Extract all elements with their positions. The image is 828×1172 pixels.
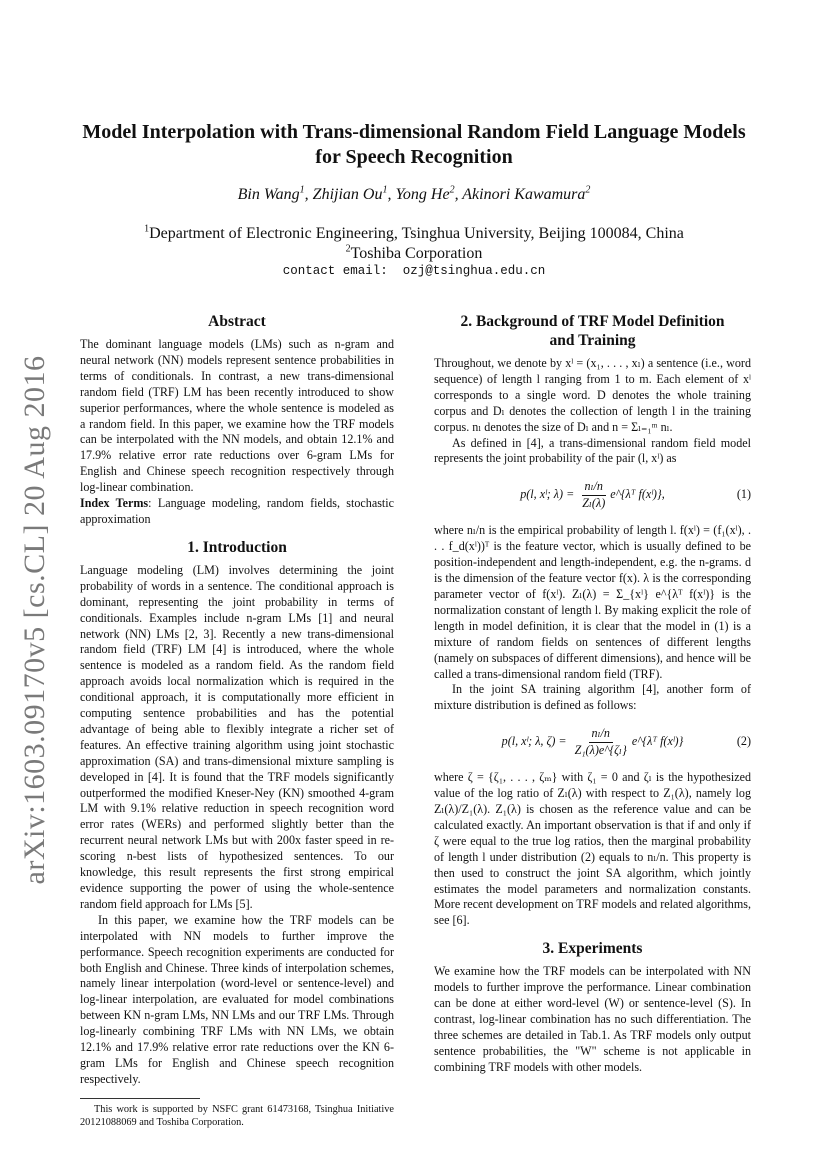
email-label: contact email: [282, 264, 388, 278]
arxiv-stamp [20, 330, 50, 910]
author-list: Bin Wang$^1$, Zhijian Ou$^1$, Yong He$^2$, Akinori Kawamura$^2$ [237, 184, 591, 203]
left-column [80, 312, 394, 1129]
background-paragraph-1: Throughout, we denote by xˡ = (x₁, . . . , xₗ) a sentence (i.e., word sequence) of length l ranging from 1 to m. Each element of xˡ corresponds to a single word. D denotes the whole training corpus and Dₗ denotes the collection of length l in the training corpus. nₗ denotes the size of Dₗ and n = Σₗ₌₁ᵐ nₗ. [434, 356, 751, 434]
author-name: Bin Wang [237, 186, 300, 203]
author-name: Zhijian Ou [312, 186, 383, 203]
section-heading-introduction: 1. Introduction [187, 538, 287, 556]
eq2-number: (2) [736, 734, 751, 749]
eq2-fraction [572, 726, 630, 759]
equation-1 [434, 475, 751, 515]
abstract-heading: Abstract [208, 313, 266, 330]
heading-line: and Training [549, 332, 636, 349]
equation-2 [434, 722, 751, 762]
paper-title [60, 120, 768, 170]
intro-paragraph-2: In this paper, we examine how the TRF models can be interpolated with NN models to further improve the performance. Speech recognition experiments are conducted for both English and Chinese. Three kinds of interpolation schemes, namely linear interpolation (word-level or sentence-level) and log-linear interpolation, are evaluated for model combinations between KN n-gram LMs, NN LMs and our TRF LMs. Through log-linearly combining TRF LMs with NN LMs, we obtain 12.1% and 17.9% relative error rate reductions over the KN 6-gram LMs for English and Chinese speech recognition respectively. [80, 912, 394, 1086]
eq1-denominator: Zₗ(λ) [582, 495, 606, 510]
index-terms-text: : Language modeling, random fields, stochastic approximation [80, 496, 395, 526]
background-paragraph-5: where ζ = {ζ₁, . . . , ζₘ} with ζ₁ = 0 and ζₗ is the hypothesized value of the log ratio of Zₗ(λ) with respect to Z₁(λ), namely log Zₗ(λ)/Z₁(λ). Z₁(λ) is chosen as the reference value and can be calculated exactly. An important observation is that if and only if ζ were equal to the true log ratios, then the marginal probability of length l under distribution (2) equals to nₗ/n. This property is then used to construct the joint SA algorithm, which jointly estimates the model parameters and normalization constants. More recent development on TRF models and related algorithms, see [6]. [434, 770, 751, 928]
index-terms-label: Index Terms [80, 496, 149, 511]
affiliation-number: 1 [144, 223, 150, 235]
affiliation-2 [60, 244, 768, 264]
affiliation-marker: 1 [382, 184, 388, 196]
heading-line: 2. Background of TRF Model Definition [460, 313, 725, 330]
abstract-text: The dominant language models (LMs) such as n-gram and neural network (NN) models represent sentence probabilities in terms of conditionals. In contrast, a new trans-dimensional random field (TRF) LM has been recently introduced to show superior performances, where the whole sentence is modeled as a random field. In this paper, we examine how the TRF models can be interpolated with the NN models, and obtain 12.1% and 17.9% relative error rate reductions over 6-gram LMs for English and Chinese speech recognition respectively through log-linear combination. [80, 337, 394, 495]
author-name: Akinori Kawamura [462, 186, 586, 203]
eq2-denominator: Z₁(λ)e^{ζₗ} [574, 742, 627, 757]
experiments-paragraph-1: We examine how the TRF models can be interpolated with NN models to further improve the performance. Linear combination can be done at either word-level (W) or sentence-level (S). In contrast, log-linear combination has no such differentiation. The three schemes are detailed in Tab.1. As TRF models only output sentence probabilities, the "W" scheme is not applicable in combining TRF models with other models. [434, 964, 751, 1074]
affiliation-1 [60, 224, 768, 244]
eq1-lhs: p(l, xˡ; λ) = [520, 487, 575, 502]
arxiv-identifier: arXiv:1603.09170v5 [cs.CL] 20 Aug 2016 [18, 355, 51, 885]
title-line-2: for Speech Recognition [315, 146, 513, 168]
intro-paragraph-1: Language modeling (LM) involves determining the joint probability of words in a sentence. The conditional approach is dominant, representing the joint probability in terms of conditionals. Examples include n-gram LMs [1] and neural network (NN) LMs [2, 3]. Recently a new trans-dimensional random field (TRF) LM [4] is introduced, where the whole sentence is modeled as a random field. As the random field approach avoids local normalization which is required in the conditional approach, it is computationally more efficient in computing sentence probabilities and has the potential advantage of being able to flexibly integrate a richer set of features. An effective training algorithm using joint stochastic approximation (SA) and trans-dimensional mixture sampling is developed in [4]. It is found that the TRF models significantly outperformed the modified Kneser-Ney (KN) smoothed 4-gram LM with 9.1% relative reduction in speech recognition word error rates (WERs) and performed slightly better than the recurrent neural network LMs but with 200x faster speed in re-scoring n-best lists of hypothesized sentences. To our knowledge, this result represents the first strong empirical evidence supporting the power of using the whole-sentence random field approach for LMs [5]. [80, 562, 394, 911]
right-column [434, 312, 751, 1076]
eq1-fraction [579, 479, 608, 512]
background-paragraph-3: where nₗ/n is the empirical probability of length l. f(xˡ) = (f₁(xˡ), . . . f_d(xˡ))ᵀ is the feature vector, which is usually defined to be position-independent and length-independent, e.g. the n-grams. d is the dimension of the feature vector f(x). λ is the corresponding parameter vector of f(xˡ). Zₗ(λ) = Σ_{xˡ} e^{λᵀ f(xˡ)} is the normalization constant of length l. By making explicit the role of length in model definition, it is clear that the model in (1) is a mixture of random fields on sentences of different lengths (namely on subspaces of different dimensions), and hence will be called a trans-dimensional random field (TRF). [434, 523, 751, 681]
eq1-exponential: e^{λᵀ f(xˡ)}, [610, 487, 665, 502]
background-paragraph-4: In the joint SA training algorithm [4], another form of mixture distribution is defined as follows: [434, 682, 751, 713]
author-name: Yong He [395, 186, 450, 203]
email-address[interactable]: ozj@tsinghua.edu.cn [402, 264, 546, 278]
title-line-1: Model Interpolation with Trans-dimensional Random Field Language Models [82, 121, 746, 143]
affiliation-number: 2 [345, 243, 351, 255]
eq1-number: (1) [736, 487, 751, 502]
affiliation-marker: 1 [299, 184, 305, 196]
eq1-numerator: nₗ/n [582, 479, 606, 496]
affiliation-marker: 2 [585, 184, 591, 196]
section-heading-background [434, 312, 751, 350]
section-heading-experiments: 3. Experiments [542, 940, 643, 958]
footnote: This work is supported by NSFC grant 61473168, Tsinghua Initiative 20121088069 and Toshiba Corporation. [80, 1103, 394, 1128]
contact-email [60, 264, 768, 278]
eq2-exponential: e^{λᵀ f(xˡ)} [631, 734, 684, 749]
index-terms [80, 496, 394, 528]
affiliation-text: Department of Electronic Engineering, Tsinghua University, Beijing 100084, China [149, 225, 684, 242]
affiliation-text: Toshiba Corporation [350, 245, 483, 262]
affiliation-marker: 2 [449, 184, 455, 196]
affiliations [60, 224, 768, 264]
background-paragraph-2: As defined in [4], a trans-dimensional random field model represents the joint probability of the pair (l, xˡ) as [434, 435, 751, 466]
footnote-rule [80, 1098, 200, 1099]
eq2-lhs: p(l, xˡ; λ, ζ) = [501, 734, 567, 749]
eq2-numerator: nₗ/n [589, 726, 613, 743]
